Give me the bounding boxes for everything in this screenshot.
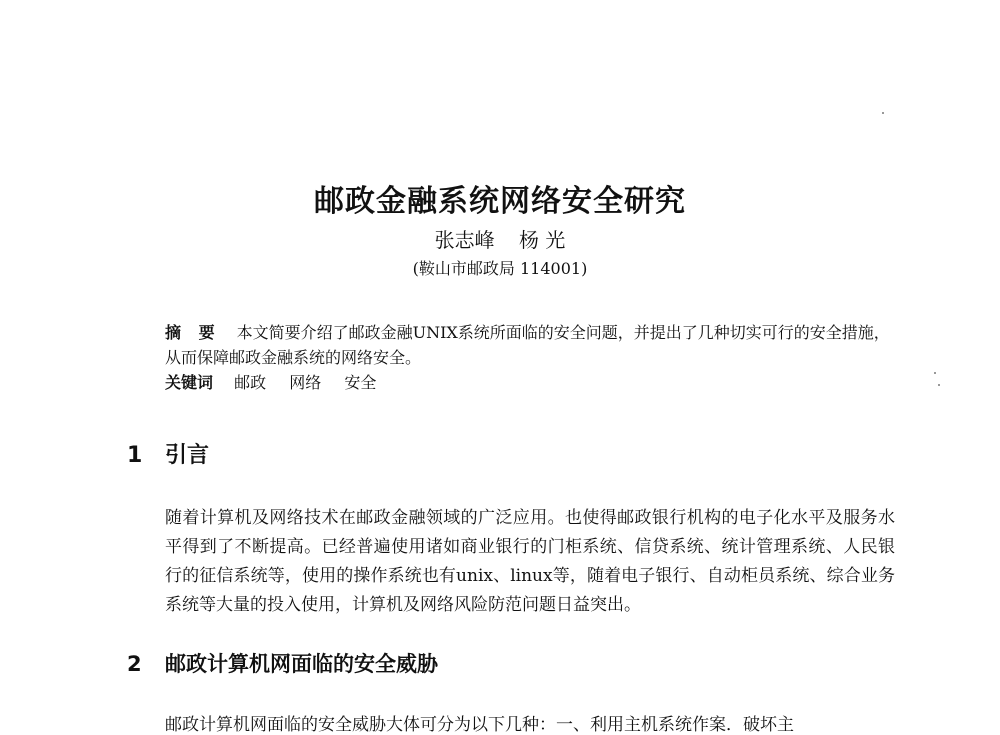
abstract-label: 摘 要	[165, 323, 221, 342]
section-title: 引言	[165, 443, 210, 468]
affiliation: (鞍山市邮政局 114001)	[412, 259, 588, 278]
paper-title: 邮政金融系统网络安全研究	[314, 184, 686, 219]
scan-speck	[882, 112, 884, 114]
paragraph: 随着计算机及网络技术在邮政金融领域的广泛应用。也使得邮政银行机构的电子化水平及服务水平得到了不断提高。已经普遍使用诸如商业银行的门柜系统、信贷系统、统计管理系统、人民银行的征信系统等，使用的操作系统也有unix、linux等，随着电子银行、自动柜员系统、综合业务系统等大量的投入使用，计算机及网络风险防范问题日益突出。	[165, 508, 895, 615]
keywords-line	[127, 370, 895, 395]
keyword: 网络	[289, 373, 322, 392]
abstract-paragraph	[127, 320, 895, 370]
section-heading-2	[127, 648, 438, 678]
author-1: 张志峰	[434, 228, 495, 252]
keyword: 邮政	[234, 373, 267, 392]
abstract-block	[127, 320, 895, 395]
section-1-body	[127, 504, 895, 620]
abstract-text: 本文简要介绍了邮政金融UNIX系统所面临的安全问题，并提出了几种切实可行的安全措施，从而保障邮政金融系统的网络安全。	[165, 323, 890, 367]
scan-speck	[934, 372, 936, 374]
keyword: 安全	[344, 373, 377, 392]
section-title: 邮政计算机网面临的安全威胁	[165, 652, 438, 676]
section-2-body: 邮政计算机网面临的安全威胁大体可分为以下几种：一、利用主机系统作案．破坏主	[165, 715, 794, 735]
scan-speck	[938, 384, 940, 386]
section-heading-1	[127, 438, 209, 469]
keywords-label: 关键词	[165, 373, 214, 392]
author-2: 杨 光	[519, 228, 566, 252]
section-number: 2	[127, 652, 142, 676]
section-number: 1	[127, 443, 143, 468]
authors	[0, 224, 1000, 253]
